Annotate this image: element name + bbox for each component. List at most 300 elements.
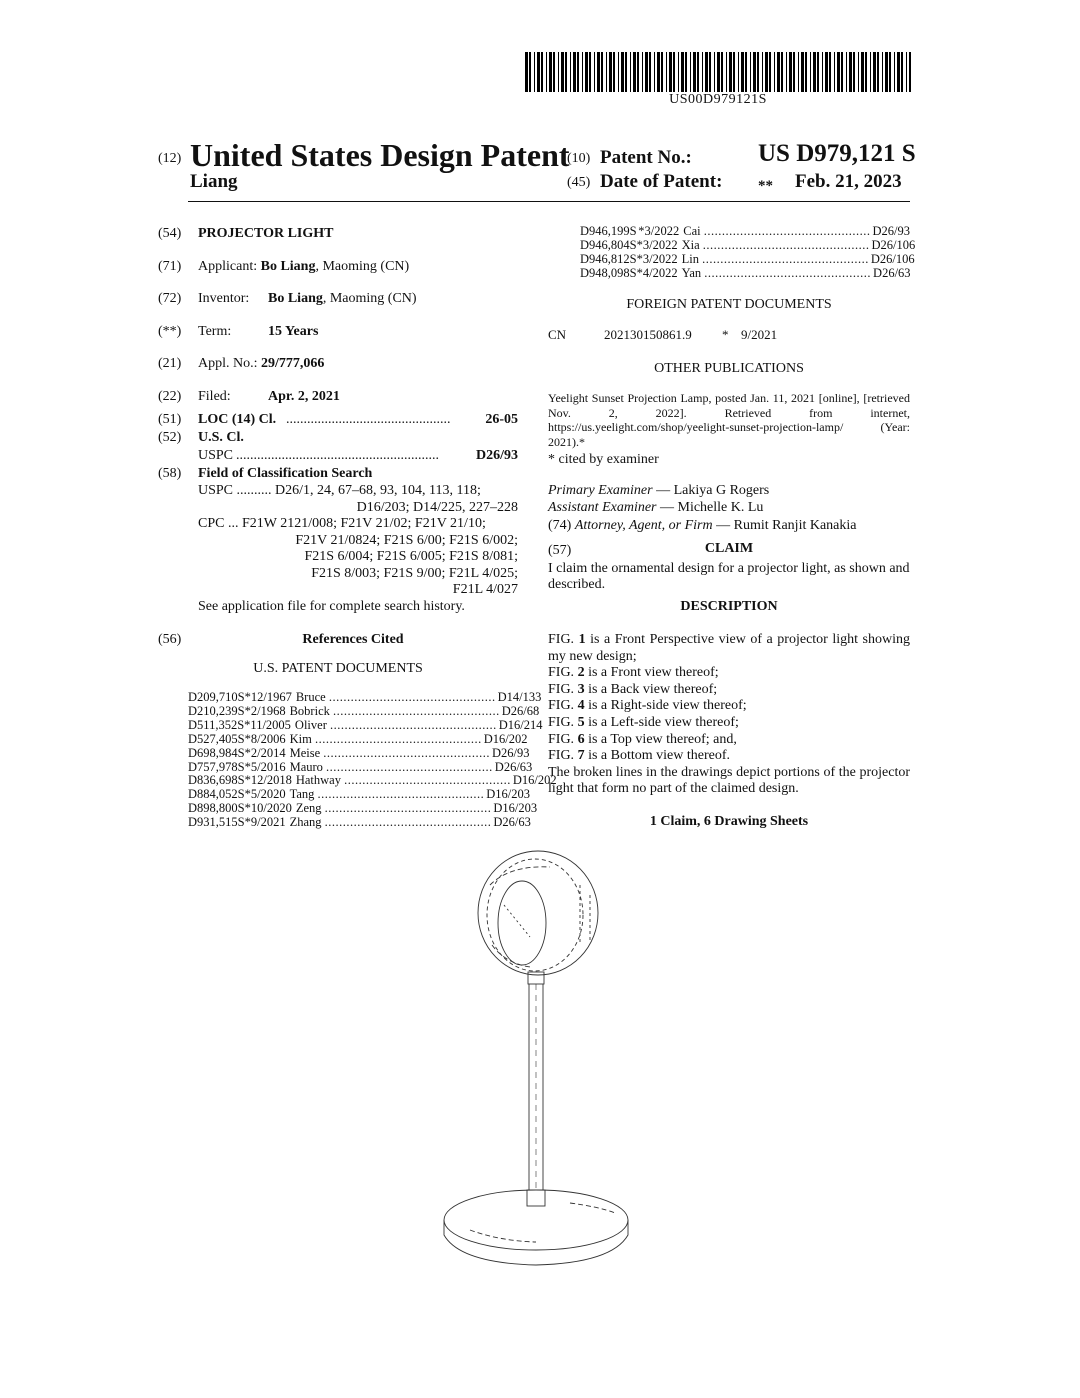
barcode-bar <box>897 52 900 92</box>
barcode-bar <box>745 52 747 92</box>
ref-kind: S <box>237 787 245 802</box>
ref-class: D26/106 <box>871 237 916 252</box>
ref-date: 11/2005 <box>250 717 291 732</box>
ref-name: Hathway .............................................. <box>295 773 511 788</box>
loc-value: 26-05 <box>485 412 518 427</box>
field-code: (71) <box>158 259 182 274</box>
barcode-bar <box>805 52 807 92</box>
barcode-bar <box>642 52 643 92</box>
ref-name: Yan .............................................. <box>681 265 872 280</box>
field-code: (51) <box>158 412 182 427</box>
barcode-bar <box>894 52 895 92</box>
date-of-patent-label: Date of Patent: <box>600 171 723 192</box>
barcode-bar <box>678 52 679 92</box>
barcode-bar <box>837 52 840 92</box>
barcode-bar <box>834 52 835 92</box>
barcode-bar <box>810 52 811 92</box>
attorney <box>548 518 857 534</box>
inventor-name: Bo Liang <box>268 291 323 306</box>
lamp-head-inner <box>487 859 583 971</box>
barcode-bar <box>666 52 667 92</box>
reference-row <box>580 237 916 253</box>
fig-number: 5 <box>577 714 585 730</box>
barcode-bar <box>717 52 720 92</box>
fig-number: 2 <box>577 665 585 681</box>
barcode-bar <box>618 52 619 92</box>
field-code: (22) <box>158 389 182 404</box>
loc-label: LOC (14) Cl. <box>198 412 277 427</box>
ref-cited-marker: * <box>636 265 643 280</box>
barcode-bar <box>774 52 775 92</box>
ref-date: 3/2022 <box>644 224 680 238</box>
field-code: (74) <box>548 518 572 533</box>
primary-examiner <box>548 483 769 499</box>
fig-text: is a Front Perspective view of a projector light showing my new design; <box>548 632 910 664</box>
ref-date: 3/2022 <box>642 237 678 252</box>
barcode-bar <box>633 52 636 92</box>
barcode-bar <box>657 52 660 92</box>
fig-number: 7 <box>577 748 585 764</box>
appl-no-value: 29/777,066 <box>261 356 325 371</box>
field-52 <box>158 430 518 446</box>
ref-cited-marker: * <box>244 759 251 774</box>
barcode-bar <box>882 52 883 92</box>
barcode-bar <box>649 52 651 92</box>
barcode-bar <box>765 52 768 92</box>
barcode-bar <box>594 52 595 92</box>
ref-class: D16/203 <box>493 801 538 816</box>
base-top <box>444 1190 628 1250</box>
reference-row <box>188 717 543 733</box>
appl-no-label: Appl. No.: <box>198 356 258 371</box>
ref-name: Kim .............................................. <box>289 731 482 746</box>
ref-name: Oliver .............................................. <box>294 717 497 732</box>
barcode-bar <box>577 52 579 92</box>
ref-kind: S <box>629 265 637 280</box>
barcode-bar <box>546 52 547 92</box>
fig-number: 4 <box>577 698 585 714</box>
fig-prefix: FIG. <box>548 681 578 697</box>
foreign-number: 202130150861.9 <box>604 327 692 342</box>
ref-patent-number: D757,978 <box>188 759 238 774</box>
field-code: (21) <box>158 356 182 371</box>
ref-patent-number: D210,239 <box>188 703 238 718</box>
field-code: (**) <box>158 324 182 339</box>
fig-text: is a Back view thereof; <box>584 681 718 697</box>
barcode-bar <box>829 52 831 92</box>
patent-type-title: United States Design Patent <box>190 137 570 173</box>
leader-dots: ............................................... <box>286 412 451 427</box>
ref-cited-marker: * <box>244 703 251 718</box>
barcode-bar <box>861 52 864 92</box>
ref-patent-number: D898,800 <box>188 801 238 816</box>
ref-patent-number: D836,698 <box>188 773 238 788</box>
classification-search-body <box>198 483 518 615</box>
fig-text: is a Front view thereof; <box>584 665 719 681</box>
fig-prefix: FIG. <box>548 714 578 730</box>
barcode-number: US00D979121S <box>669 92 767 107</box>
ref-name: Bobrick .............................................. <box>289 703 500 718</box>
base-side <box>444 1220 628 1265</box>
barcode-bar <box>781 52 783 92</box>
barcode-bar <box>865 52 867 92</box>
field-54 <box>158 226 518 242</box>
barcode-bar <box>753 52 756 92</box>
ref-cited-marker: * <box>244 690 251 704</box>
field-term <box>158 324 518 340</box>
barcode-bar <box>625 52 627 92</box>
references-cited-heading: References Cited <box>302 632 404 647</box>
field-code: (52) <box>158 430 182 445</box>
other-pubs-text: Yeelight Sunset Projection Lamp, posted Jan. 11, 2021 [online], [retrieved Nov. 2, 2022]. Retrieved from internet, https://us.yeelight.com/shop/yeelight-sunset-projection-lamp/ (Year: 2021).* <box>548 391 910 449</box>
barcode <box>525 52 911 92</box>
ref-patent-number: D948,098 <box>580 265 630 280</box>
barcode-bar <box>597 52 600 92</box>
code-12: (12) <box>158 151 182 166</box>
claims-sheets-summary: 1 Claim, 6 Drawing Sheets <box>649 814 809 829</box>
ref-kind: S <box>237 801 245 816</box>
ref-cited-marker: * <box>244 787 251 802</box>
uspc-line: USPC .......... D26/1, 24, 67–68, 93, 104, 113, 118; <box>198 483 481 498</box>
filed-value: Apr. 2, 2021 <box>268 389 340 404</box>
ref-kind: S <box>237 759 245 774</box>
term-label: Term: <box>198 324 232 339</box>
barcode-bar <box>697 52 699 92</box>
ref-patent-number: D946,812 <box>580 251 630 266</box>
ref-class: D16/214 <box>498 717 543 732</box>
ref-date: 4/2022 <box>642 265 678 280</box>
barcode-bar <box>733 52 735 92</box>
ref-date: 9/2021 <box>250 815 286 830</box>
barcode-bar <box>534 52 535 92</box>
date-of-patent: Feb. 21, 2023 <box>795 171 902 192</box>
barcode-bar <box>909 52 911 92</box>
uspc-value: D26/93 <box>476 448 518 463</box>
fig-text: is a Right-side view thereof; <box>584 698 747 714</box>
barcode-bar <box>906 52 907 92</box>
uspc-row <box>198 448 518 464</box>
barcode-bar <box>793 52 795 92</box>
fig-prefix: FIG. <box>548 698 578 714</box>
ref-cited-marker: * <box>244 815 251 830</box>
barcode-bar <box>529 52 531 92</box>
fig-prefix: FIG. <box>548 731 578 747</box>
barcode-bar <box>645 52 648 92</box>
barcode-bar <box>630 52 631 92</box>
inventor-location: , Maoming (CN) <box>322 291 417 306</box>
cpc-line: F21V 21/0824; F21S 6/00; F21S 6/002; <box>295 532 518 548</box>
ref-name: Zhang .............................................. <box>289 815 492 830</box>
description-body <box>548 632 910 798</box>
barcode-bar <box>609 52 612 92</box>
ref-class: D26/63 <box>494 759 533 774</box>
cpc-line: F21L 4/027 <box>452 582 518 597</box>
barcode-bar <box>585 52 588 92</box>
barcode-bar <box>565 52 567 92</box>
reference-row <box>580 251 915 267</box>
applicant-name: Bo Liang <box>260 259 316 274</box>
ref-name: Cai .............................................. <box>683 224 871 238</box>
ref-kind: S <box>237 815 245 830</box>
ref-date: 12/1967 <box>250 690 292 704</box>
barcode-bar <box>762 52 763 92</box>
cpc-line: F21S 6/004; F21S 6/005; F21S 8/081; <box>304 549 518 564</box>
ref-kind: S <box>237 690 245 704</box>
barcode-bar <box>825 52 828 92</box>
field-58 <box>158 466 518 482</box>
barcode-bar <box>673 52 675 92</box>
barcode-bar <box>822 52 823 92</box>
fig-prefix: FIG. <box>548 665 578 681</box>
barcode-bar <box>738 52 739 92</box>
search-history-note: See application file for complete search history. <box>198 598 465 614</box>
ref-class: D16/203 <box>486 787 531 802</box>
ref-date: 10/2020 <box>250 801 292 816</box>
barcode-bar <box>789 52 792 92</box>
foreign-country: CN <box>548 327 567 342</box>
attorney-label: Attorney, Agent, or Firm <box>574 518 713 533</box>
ref-patent-number: D884,052 <box>188 787 238 802</box>
code-10: (10) <box>567 151 591 166</box>
reference-row <box>188 745 530 761</box>
reference-row <box>188 759 533 775</box>
applicant-location: , Maoming (CN) <box>315 259 410 274</box>
ref-class: D26/106 <box>870 251 915 266</box>
barcode-bar <box>901 52 903 92</box>
ref-patent-number: D527,405 <box>188 731 238 746</box>
projector-light-drawing <box>430 845 660 1270</box>
applicant-label: Applicant: <box>198 259 258 274</box>
barcode-bar <box>889 52 891 92</box>
assistant-examiner <box>548 500 763 516</box>
cpc-line: F21S 8/003; F21S 9/00; F21L 4/025; <box>311 565 518 581</box>
ref-kind: S <box>237 773 245 788</box>
barcode-bar <box>709 52 711 92</box>
field-22 <box>158 389 518 405</box>
ref-class: D26/63 <box>873 265 911 280</box>
reference-row <box>580 225 910 239</box>
fig-number: 6 <box>577 731 585 747</box>
fig-prefix: FIG. <box>548 748 578 764</box>
barcode-bar <box>601 52 603 92</box>
cited-by-examiner: * cited by examiner <box>548 452 659 467</box>
barcode-bar <box>846 52 847 92</box>
barcode-bar <box>613 52 615 92</box>
ref-class: D26/93 <box>492 745 530 760</box>
field-71 <box>158 259 518 275</box>
description-heading: DESCRIPTION <box>680 599 778 614</box>
foreign-date: 9/2021 <box>741 327 778 342</box>
ref-cited-marker: * <box>636 237 643 252</box>
ref-cited-marker: * <box>636 251 643 266</box>
barcode-bar <box>561 52 564 92</box>
reference-row <box>188 773 557 788</box>
fig-prefix: FIG. <box>548 632 579 647</box>
reference-row <box>188 731 528 747</box>
reference-row <box>580 267 910 281</box>
barcode-bar <box>849 52 852 92</box>
lamp-head-outline <box>478 851 598 975</box>
ref-patent-number: D511,352 <box>188 717 238 732</box>
barcode-bar <box>637 52 639 92</box>
patent-no-label: Patent No.: <box>600 147 692 168</box>
barcode-bar <box>541 52 543 92</box>
ref-date: 2/1968 <box>250 703 286 718</box>
patent-number: US D979,121 S <box>758 140 916 167</box>
barcode-bar <box>661 52 663 92</box>
ref-kind: S <box>629 237 637 252</box>
foreign-star: * <box>722 327 729 342</box>
claim-text: I claim the ornamental design for a projector light, as shown and described. <box>548 561 910 593</box>
barcode-bar <box>877 52 879 92</box>
ref-class: D14/133 <box>497 690 542 704</box>
ref-kind: S <box>629 251 637 266</box>
ref-date: 5/2016 <box>250 759 286 774</box>
ref-patent-number: D698,984 <box>188 745 238 760</box>
ref-name: Xia .............................................. <box>681 237 870 252</box>
barcode-bar <box>870 52 871 92</box>
ref-class: D26/63 <box>493 815 531 830</box>
barcode-bar <box>690 52 691 92</box>
ref-kind: S <box>237 703 245 718</box>
field-56-code: (56) <box>158 632 182 647</box>
barcode-bar <box>549 52 552 92</box>
claim-code: (57) <box>548 543 572 558</box>
ref-date: 8/2006 <box>250 731 286 746</box>
classification-search-label: Field of Classification Search <box>198 466 373 481</box>
barcode-bar <box>621 52 624 92</box>
barcode-bar <box>726 52 727 92</box>
barcode-bar <box>885 52 888 92</box>
lamp-lens <box>498 881 546 965</box>
primary-examiner-label: Primary Examiner <box>548 483 653 498</box>
us-cl-label: U.S. Cl. <box>198 430 244 445</box>
barcode-bar <box>873 52 876 92</box>
barcode-bar <box>841 52 843 92</box>
barcode-bar <box>573 52 576 92</box>
barcode-bar <box>606 52 607 92</box>
ref-kind: S <box>237 717 245 732</box>
ref-date: 12/2018 <box>250 773 292 788</box>
barcode-bar <box>705 52 708 92</box>
barcode-bar <box>525 52 528 92</box>
ref-name: Bruce .............................................. <box>295 690 496 704</box>
filed-label: Filed: <box>198 389 231 404</box>
fig-number: 1 <box>578 632 586 647</box>
ref-cited-marker: * <box>244 801 251 816</box>
ref-name: Zeng .............................................. <box>295 801 492 816</box>
assistant-examiner-name: — Michelle K. Lu <box>656 500 764 515</box>
fig-text: is a Bottom view thereof. <box>584 748 730 764</box>
barcode-bar <box>589 52 591 92</box>
reference-row <box>188 690 542 705</box>
ref-kind: S <box>237 745 245 760</box>
barcode-bar <box>817 52 819 92</box>
broken-lines-note: The broken lines in the drawings depict portions of the projector light that form no part of the claimed design. <box>548 764 910 797</box>
us-patent-docs-heading: U.S. PATENT DOCUMENTS <box>253 661 423 676</box>
barcode-bar <box>714 52 715 92</box>
reference-row <box>188 703 540 719</box>
date-marker: ** <box>758 178 773 194</box>
barcode-bar <box>798 52 799 92</box>
ref-class: D26/68 <box>501 703 540 718</box>
barcode-bar <box>729 52 732 92</box>
attorney-name: — Rumit Ranjit Kanakia <box>712 518 857 533</box>
inventor-surname: Liang <box>190 171 238 192</box>
barcode-bar <box>681 52 684 92</box>
reference-row <box>188 801 538 816</box>
us-references-continued <box>580 224 916 281</box>
ref-cited-marker: * <box>244 731 251 746</box>
ref-patent-number: D209,710 <box>188 690 238 704</box>
inventor-label: Inventor: <box>198 291 250 306</box>
barcode-bar <box>537 52 540 92</box>
fig-text: is a Left-side view thereof; <box>584 714 739 730</box>
barcode-bar <box>582 52 583 92</box>
code-45: (45) <box>567 175 591 190</box>
ref-date: 3/2022 <box>642 251 678 266</box>
ref-cited-marker: * <box>638 224 645 238</box>
ref-cited-marker: * <box>244 745 251 760</box>
ref-date: 5/2020 <box>250 787 286 802</box>
design-title: PROJECTOR LIGHT <box>198 226 334 241</box>
barcode-bar <box>777 52 780 92</box>
ref-kind: S <box>629 224 637 238</box>
claim-heading: CLAIM <box>704 541 754 556</box>
term-value: 15 Years <box>268 324 319 339</box>
field-21 <box>158 356 518 372</box>
pole-collar <box>527 1190 545 1206</box>
field-72 <box>158 291 518 307</box>
barcode-bar <box>750 52 751 92</box>
ref-name: Mauro .............................................. <box>289 759 493 774</box>
barcode-bar <box>858 52 859 92</box>
ref-patent-number: D946,804 <box>580 237 630 252</box>
barcode-bar <box>741 52 744 92</box>
barcode-bar <box>702 52 703 92</box>
ref-cited-marker: * <box>244 773 251 788</box>
ref-class: D26/93 <box>872 224 910 238</box>
barcode-bar <box>570 52 571 92</box>
field-51 <box>158 412 518 428</box>
reference-row <box>188 787 531 802</box>
cpc-line: CPC ... F21W 2121/008; F21V 21/02; F21V 21/10; <box>198 516 486 531</box>
ref-cited-marker: * <box>244 717 251 732</box>
ref-kind: S <box>237 731 245 746</box>
us-references-list <box>188 690 557 830</box>
ref-date: 2/2014 <box>250 745 286 760</box>
barcode-bar <box>801 52 804 92</box>
foreign-docs-heading: FOREIGN PATENT DOCUMENTS <box>626 297 832 312</box>
ref-patent-number: D946,199 <box>580 224 630 238</box>
ref-name: Meise .............................................. <box>289 745 491 760</box>
ref-patent-number: D931,515 <box>188 815 238 830</box>
field-code: (72) <box>158 291 182 306</box>
primary-examiner-name: — Lakiya G Rogers <box>652 483 770 498</box>
leader-dots: .......................................................... <box>236 448 439 463</box>
lamp-neck <box>528 972 544 984</box>
ref-class: D16/202 <box>512 773 557 788</box>
field-code: (54) <box>158 226 182 241</box>
header-rule <box>188 201 910 202</box>
uspc-label: USPC <box>198 448 234 463</box>
barcode-bar <box>853 52 855 92</box>
barcode-bar <box>721 52 723 92</box>
field-code: (58) <box>158 466 182 481</box>
uspc-line: D16/203; D14/225, 227–228 <box>356 499 518 515</box>
fig-number: 3 <box>577 681 585 697</box>
other-pubs-heading: OTHER PUBLICATIONS <box>654 361 804 376</box>
